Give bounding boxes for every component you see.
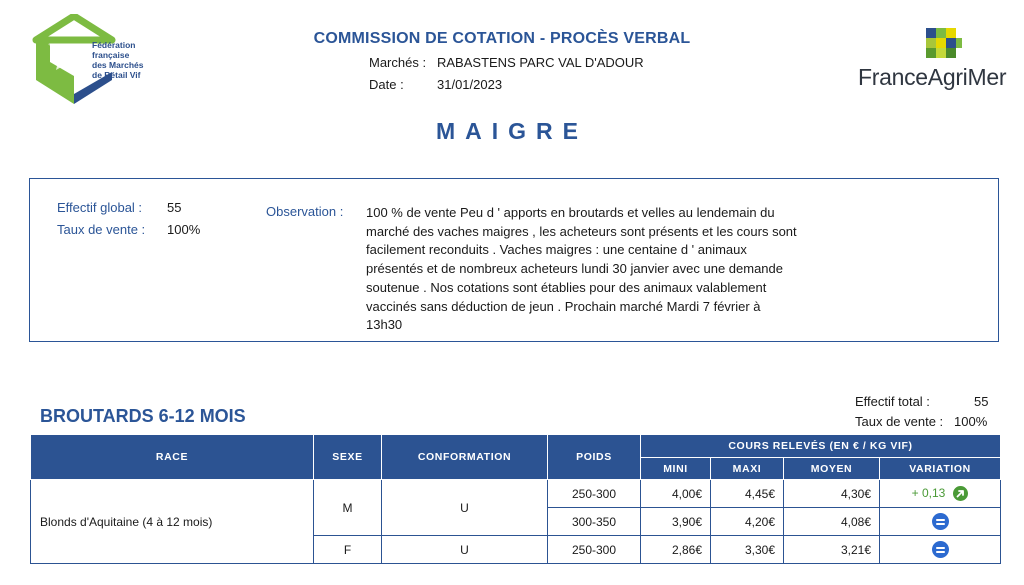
equal-icon — [932, 513, 949, 530]
moyen-cell: 4,08€ — [784, 508, 880, 536]
market-label: Marchés : — [369, 55, 427, 70]
ffm-line-4: de Bétail Vif — [92, 70, 141, 80]
maxi-cell: 4,45€ — [711, 480, 784, 508]
header-mini: MINI — [641, 458, 711, 480]
arrow-up-right-icon — [953, 486, 968, 501]
poids-cell: 250-300 — [548, 480, 641, 508]
franceagrimer-logo — [850, 26, 1010, 96]
sexe-cell: F — [314, 536, 382, 564]
market-value: RABASTENS PARC VAL D'ADOUR — [437, 55, 644, 70]
section-title: BROUTARDS 6-12 MOIS — [40, 406, 246, 426]
ffm-line-3: des Marchés — [92, 60, 144, 70]
summary-box — [29, 178, 999, 342]
market-row — [369, 55, 669, 73]
date-row — [369, 77, 669, 95]
table-row — [31, 480, 1001, 508]
header-race: RACE — [31, 435, 314, 480]
category-title: MAIGRE — [436, 118, 588, 144]
header-cours: COURS RELEVÉS (EN € / KG VIF) — [641, 435, 1001, 458]
price-table — [30, 434, 1001, 564]
observation-text: 100 % de vente Peu d ' apports en broutards et velles au lendemain du marché des vaches maigres , les acheteurs sont présents et les cours sont facilement reconduits . Vaches maigres : une centaine d ' animaux présentés et de nombreux acheteurs lundi 30 janvier avec une demande soutenue . Nos cotations sont établies pour des animaux valablement vaccinés sans déduction de jeun . Prochain marché Mardi 7 février à 13h30 — [366, 205, 797, 333]
ffm-line-1: Fédération — [92, 40, 136, 50]
section-taux-label: Taux de vente : — [855, 414, 944, 429]
effectif-global-value: 55 — [167, 200, 182, 215]
header-maxi: MAXI — [711, 458, 784, 480]
ffm-logo — [30, 14, 170, 106]
ffm-line-2: française — [92, 50, 130, 60]
variation-cell — [880, 536, 1001, 564]
moyen-cell: 4,30€ — [784, 480, 880, 508]
section-taux-value: 100% — [954, 414, 988, 429]
variation-value: + 0,13 — [911, 485, 946, 500]
header-moyen: MOYEN — [784, 458, 880, 480]
variation-cell — [880, 508, 1001, 536]
race-cell: Blonds d'Aquitaine (4 à 12 mois) — [31, 480, 314, 564]
date-value: 31/01/2023 — [437, 77, 503, 92]
sexe-cell: M — [314, 480, 382, 536]
maxi-cell: 4,20€ — [711, 508, 784, 536]
mini-cell: 3,90€ — [641, 508, 711, 536]
date-label: Date : — [369, 77, 404, 92]
effectif-total-row — [855, 394, 995, 412]
taux-vente-value: 100% — [167, 222, 201, 237]
poids-cell: 300-350 — [548, 508, 641, 536]
mini-cell: 4,00€ — [641, 480, 711, 508]
conformation-cell: U — [382, 536, 548, 564]
effectif-global-label: Effectif global : — [57, 200, 143, 215]
header-poids: POIDS — [548, 435, 641, 480]
observation-label: Observation : — [266, 204, 344, 219]
taux-vente-label: Taux de vente : — [57, 222, 146, 237]
franceagrimer-text: FranceAgriMer — [858, 64, 1007, 90]
mini-cell: 2,86€ — [641, 536, 711, 564]
effectif-total-value: 55 — [974, 394, 989, 409]
moyen-cell: 3,21€ — [784, 536, 880, 564]
header-conformation: CONFORMATION — [382, 435, 548, 480]
conformation-cell: U — [382, 480, 548, 536]
section-taux-row — [855, 414, 995, 432]
maxi-cell: 3,30€ — [711, 536, 784, 564]
header-sexe: SEXE — [314, 435, 382, 480]
document-title: COMMISSION DE COTATION - PROCÈS VERBAL — [313, 30, 691, 47]
header-variation: VARIATION — [880, 458, 1001, 480]
franceagrimer-logo-graphic — [850, 26, 1010, 66]
equal-icon — [932, 541, 949, 558]
poids-cell: 250-300 — [548, 536, 641, 564]
variation-cell — [880, 480, 1001, 508]
effectif-total-label: Effectif total : — [855, 394, 930, 409]
